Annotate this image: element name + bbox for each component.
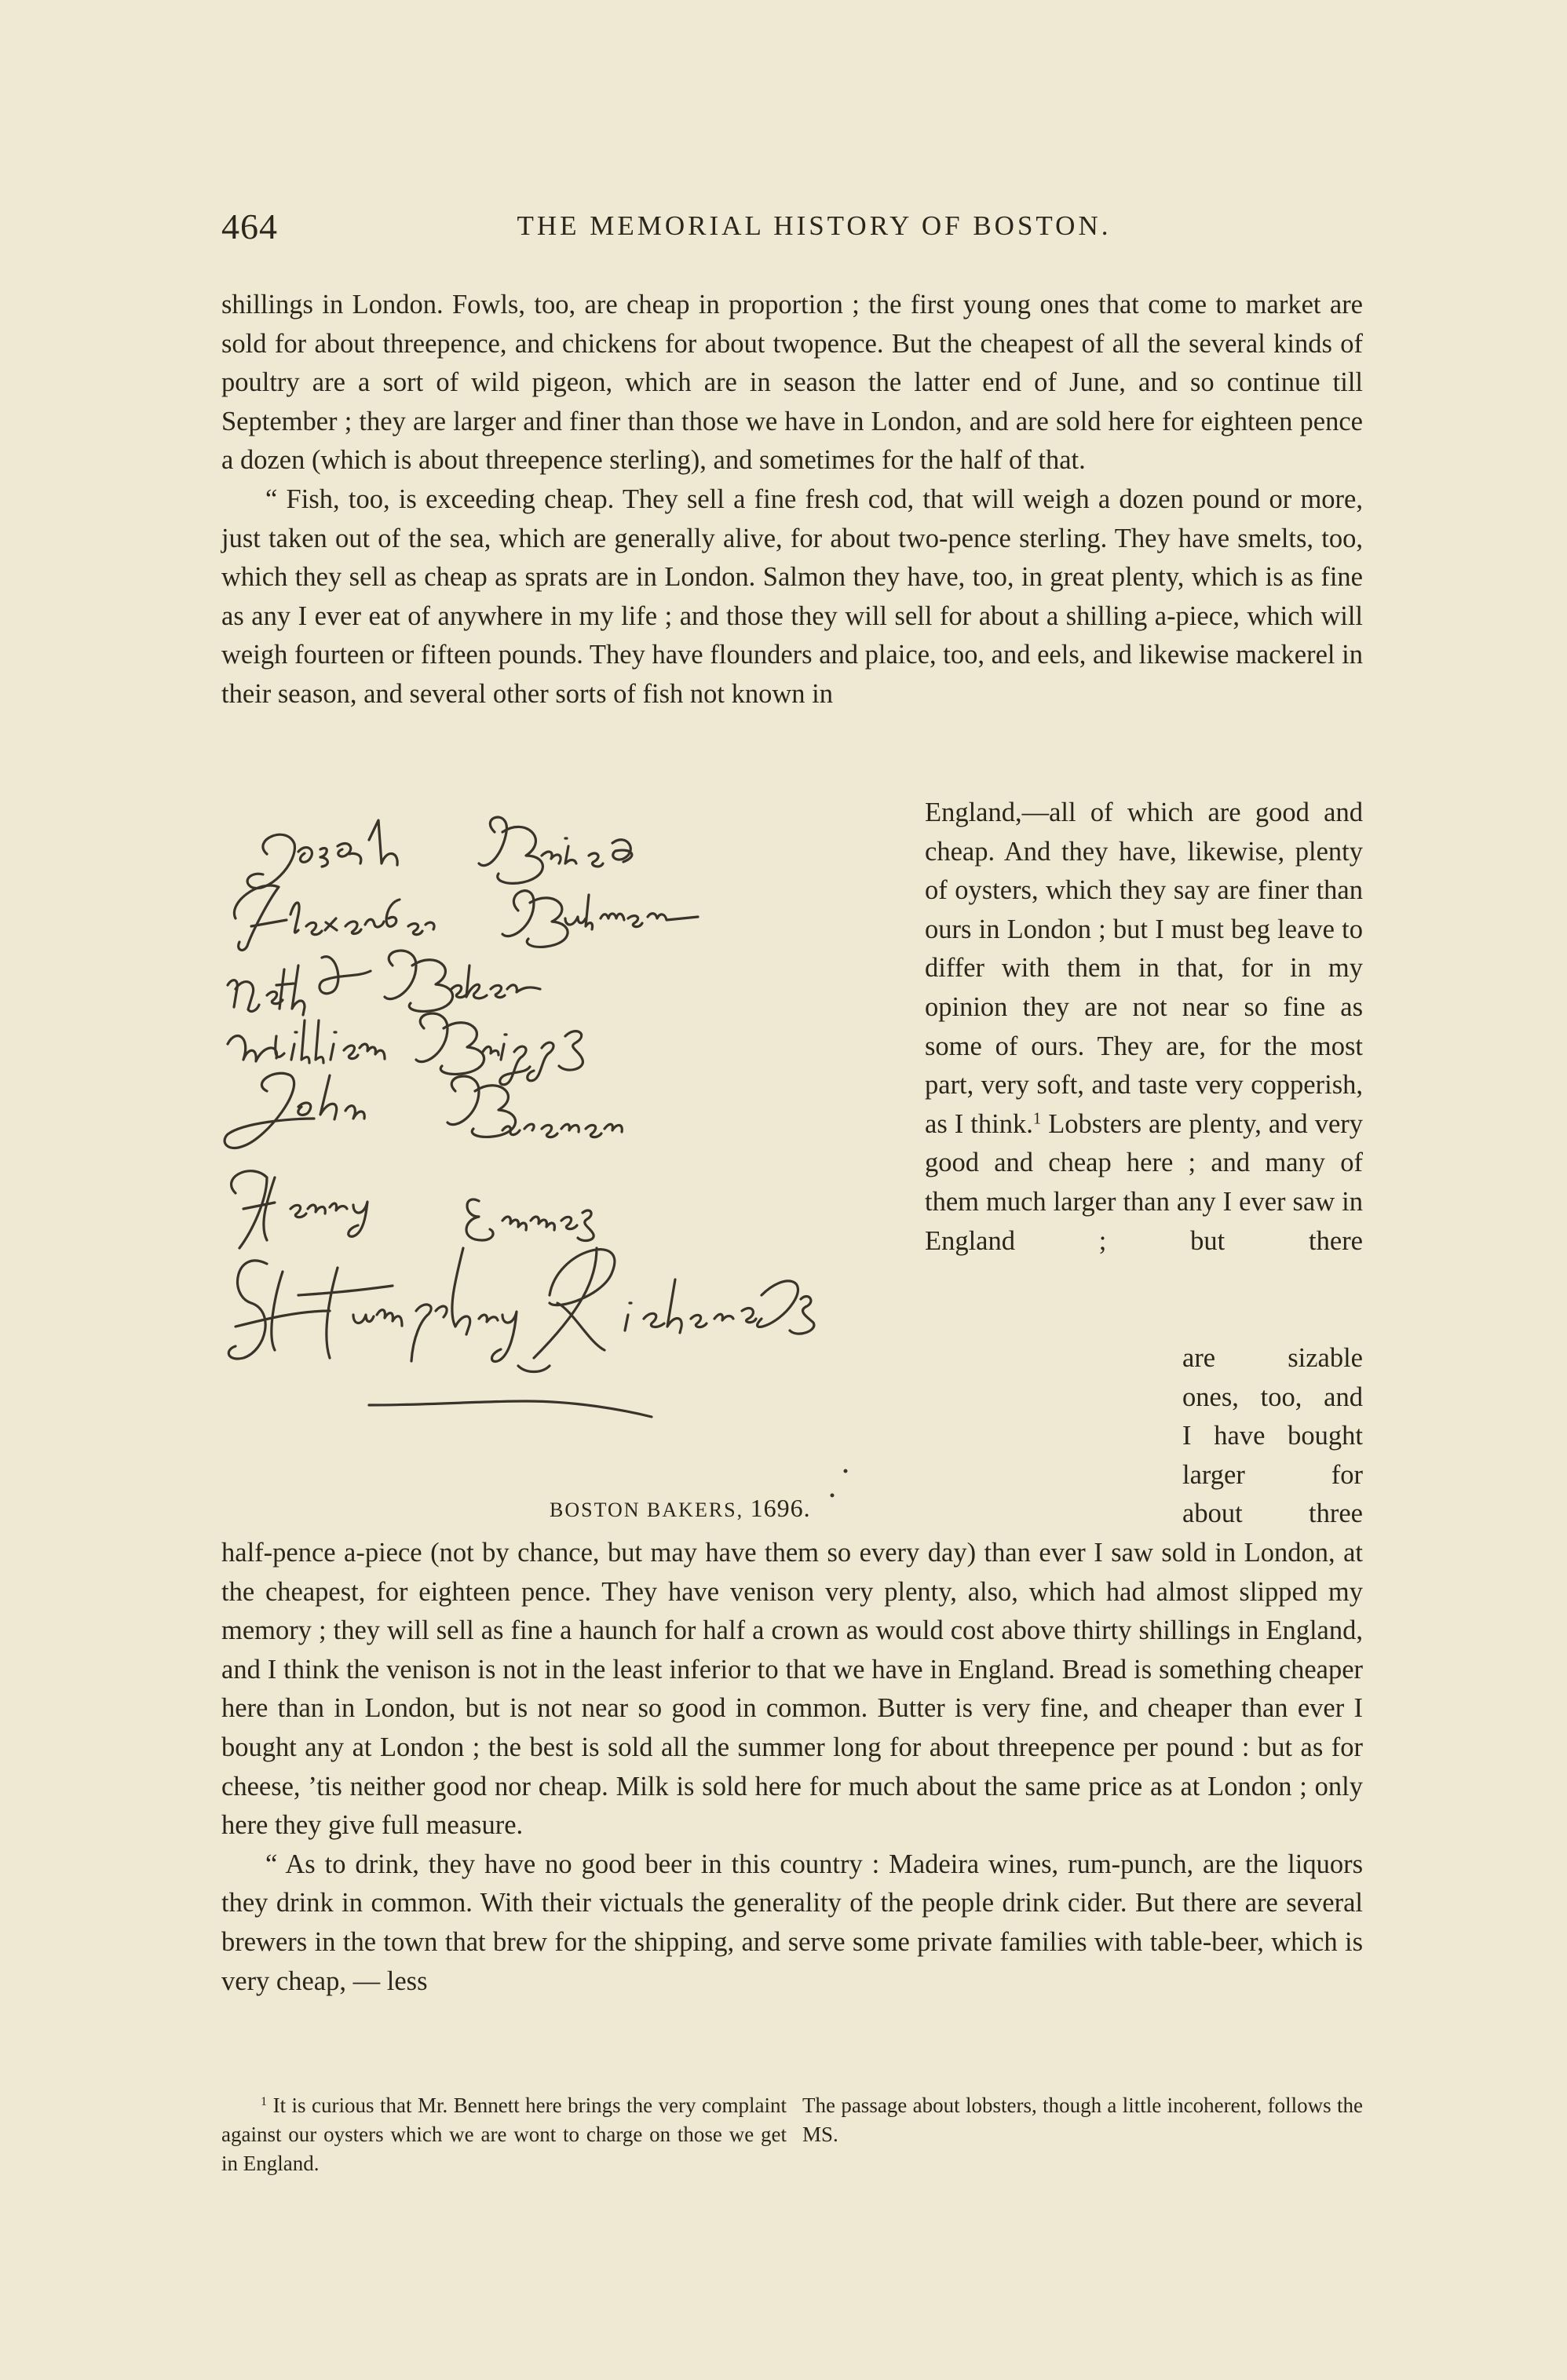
signature-nathl-baker [228,951,540,1015]
narrow-line: larger for [1182,1459,1363,1490]
body-text-top [221,286,1363,714]
ink-dot [831,1494,835,1498]
footnote-text-left: It is curious that Mr. Bennett here brings the very complaint against our oysters which we are wont to charge on those we get in England. [221,2093,787,2175]
caption-label: BOSTON BAKERS, [550,1498,744,1521]
narrow-line: I have bought [1182,1421,1363,1451]
signature-alexander-bulman [234,885,698,950]
paragraph-poultry: shillings in London. Fowls, too, are cheap in proportion ; the first young ones that come to market are sold for about threepence, and chickens for about twopence. But the cheapest of all the several kinds of poultry are a sort of wild pigeon, which are in season the latter end of June, and so continue till September ; they are larger and finer than those we have in London, and are sold here for eighteen pence a dozen (which is about threepence sterling), and sometimes for the half of that. [221,290,1363,476]
caption-year: 1696. [750,1494,811,1522]
body-text-bottom [221,1534,1363,2001]
signature-john-buckanan [225,1073,622,1148]
narrow-line: about three [1182,1498,1363,1529]
footnote-left-column [221,2091,787,2178]
footnote-text-right: The passage about lobsters, though a little incoherent, follows the MS. [802,2093,1363,2146]
page-header [221,206,1360,253]
lobsters-text: Lobsters are plenty, and very good and cheap here ; and many of them much larger than any I ever saw in England ; but there [925,1108,1363,1256]
ink-dot [844,1469,848,1473]
signature-joseph-brisco [247,817,632,889]
illustration-caption [550,1494,811,1523]
footnote-marker: 1 [261,2094,268,2109]
paragraph-drink: “ As to drink, they have no good beer in this country : Madeira wines, rum-punch, are the liquors they drink in common. With their victuals the generality of the people drink cider. But there are several brewers in the town that brew for the shipping, and serve some private families with table-beer, which is very cheap, — less [221,1849,1363,1996]
running-head: THE MEMORIAL HISTORY OF BOSTON. [517,210,1112,241]
narrow-line: are sizable [1182,1343,1363,1373]
signature-humphrey-richards [228,1248,814,1417]
wrapped-text-narrow [1182,1339,1363,1534]
oysters-text: England,—all of which are good and cheap. And they have, likewise, plenty of oysters, which they say are finer than ours in London ; but I must beg leave to differ with them in that, for in my opinion they are not near so fine as some of ours. They are, for the most part, very soft, and taste very copperish, as I think. [925,798,1363,1139]
page-number: 464 [221,206,278,246]
signatures-drawing [220,809,1193,1499]
footnote-reference: 1 [1032,1110,1042,1128]
footnote-1 [221,2091,787,2178]
signature-henry-emmes [232,1171,594,1248]
narrow-line: ones, too, and [1182,1382,1363,1412]
signatures-facsimile [220,809,1193,1499]
paragraph-venison: half-pence a-piece (not by chance, but may have them so every day) than ever I saw sold in London, at the cheapest, for eighteen pence. They have venison very plenty, also, which had almost slipped my memory ; they will sell as fine a haunch for half a crown as would cost above thirty shillings in England, and I think the venison is not in the least inferior to that we have in England. Bread is something cheaper here than in London, but is not near so good in common. Butter is very fine, and cheaper than ever I bought any at London ; the best is sold all the summer long for about threepence per pound : but as for cheese, ’tis neither good nor cheap. Milk is sold here for much about the same price as at London ; only here they give full measure. [221,1538,1363,1841]
footnote-right-column [802,2091,1363,2149]
paragraph-fish: “ Fish, too, is exceeding cheap. They sell a fine fresh cod, that will weigh a dozen pound or more, just taken out of the sea, which are generally alive, for about two-pence sterling. They have smelts, too, which they sell as cheap as sprats are in London. Salmon they have, too, in great plenty, which is as fine as any I ever eat of anywhere in my life ; and those they will sell for about a shilling a-piece, which will weigh fourteen or fifteen pounds. They have flounders and plaice, too, and eels, and likewise mackerel in their season, and several other sorts of fish not known in [221,484,1363,709]
